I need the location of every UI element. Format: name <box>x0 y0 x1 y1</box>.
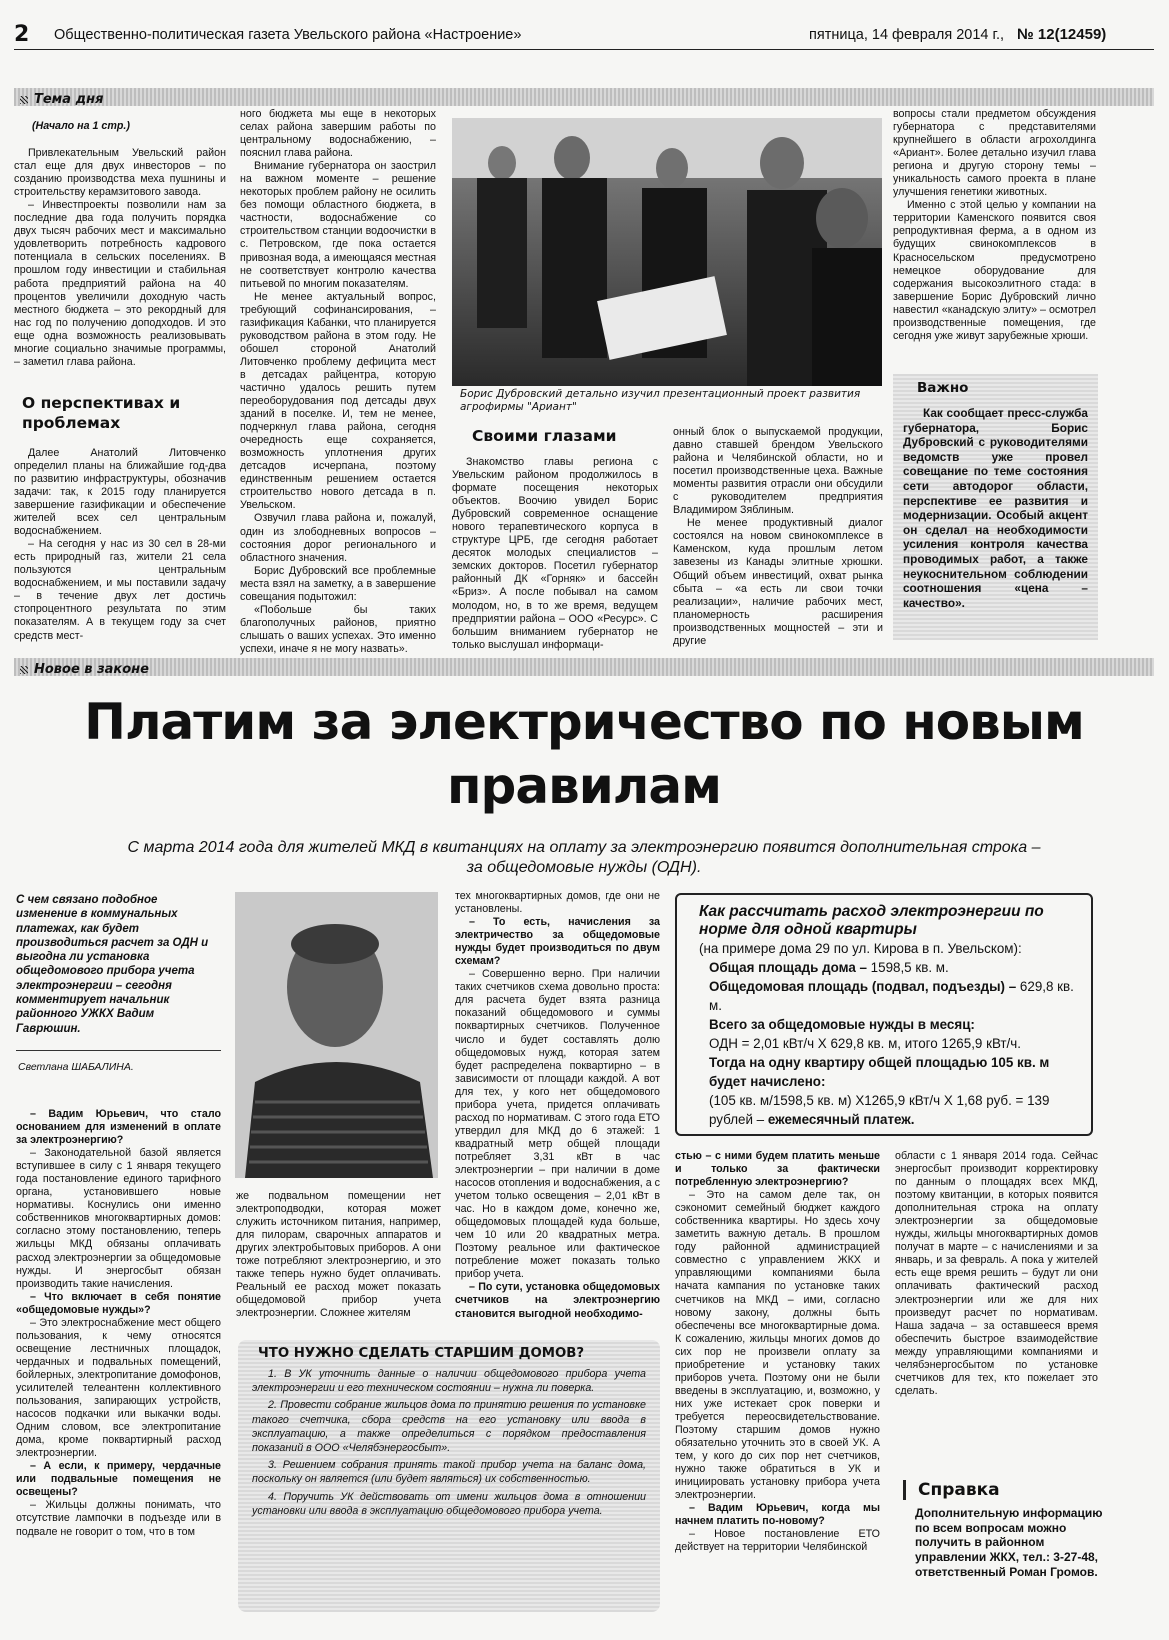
rubric-band-bottom <box>14 658 1154 676</box>
paragraph: Внимание губернатора он заострил на важном моменте – решение некоторых проблем району не осилить без помощи областного бюджета, в частности, водоснабжение со строительством станции водоочистки в с. Петровском, где пока остается привозная вода, а имеющаяся местная не соответствует контролю качества питьевой по многим показателям. <box>240 160 439 290</box>
calc-line-common-area: Общедомовая площадь (подвал, подъезды) – 629,8 кв. м. <box>709 979 1074 1013</box>
question: – А если, к примеру, чердачные или подвальные помещения не освещены? <box>16 1460 224 1499</box>
lead-line-1: С марта 2014 года для жителей МКД в квитанциях на оплату за электроэнергию появится дополнительная строка – <box>127 839 1041 856</box>
answer: – Это электроснабжение мест общего пользования, к чему относятся освещение лестничных площадок, чердачных и подвальных помещений, бойлерных, электропитание домофонов, усилителей телеантенн коллективного пользования, запирающих устройств, насосов подкачки или выкачки воды. Одним словом, все электропитание дома, кроме поквартирный расход электроэнергии. <box>16 1316 224 1460</box>
paragraph: – На сегодня у нас из 30 сел в 28-ми есть природный газ, жители 21 села пользуются центральным водоснабжением, и мы поставили задачу – в течение двух лет достичь стопроцентного результата по этим показателям. А в текущем году за счет средств мест- <box>14 538 229 642</box>
question: – Вадим Юрьевич, когда мы начнем платить по-новому? <box>675 1502 883 1528</box>
todo-box <box>238 1340 660 1612</box>
paragraph: «Побольше бы таких благополучных районов, приятно слышать о ваших успехах. Это именно успехи, иначе я не могу назвать». <box>240 603 439 655</box>
paragraph: вопросы стали предметом обсуждения губернатора с представителями крупнейшего в области агрохолдинга «Ариант». Более детально изучил глава региона и другую сторону темы – уникальность самого проекта в плане улучшения генетики животных. <box>893 108 1099 199</box>
question: – По сути, установка общедомовых счетчиков на электроэнергию становится выгодной необходимо- <box>455 1281 663 1320</box>
headline <box>14 690 1154 818</box>
paragraph: тех многоквартирных домов, где они не установлены. <box>455 890 663 916</box>
headline-line-2: правилам <box>447 757 721 815</box>
calc-line-result: (105 кв. м/1598,5 кв. м) Х1265,9 кВт/ч Х 1,68 руб. = 139 рублей – ежемесячный платеж. <box>709 1093 1050 1127</box>
top-column-1 <box>14 120 229 643</box>
rubric-band-top <box>14 88 1154 106</box>
paragraph: же подвальном помещении нет электроподводки, которая может служить источником питания, например, для пилорам, сварочных аппаратов и других электробытовых приборов. А они тоже потребляют электроэнергию, и это также теперь нужно будет оплачивать. Реальный ее расход может показать общедомовой прибор учета электроэнергии. Сложнее жителям <box>236 1190 444 1320</box>
calc-line-formula: ОДН = 2,01 кВт/ч Х 629,8 кв. м, итого 1265,9 кВт/ч. <box>709 1036 1021 1051</box>
top-column-2 <box>240 108 439 656</box>
paragraph: Знакомство главы региона с Увельским районом продолжилось в формате посещения некоторых объектов. Воочию увидел Борис Дубровский современное оснащение нового терапевтического корпуса в структуре ЦРБ, где сегодня работает десяток молодых специалистов – земских докторов. Посетил губернатор районный ДК «Горняк» и бассейн «Бриз». А после побывал на самом молодом, но, в то же время, ведущем предприятии района – ООО «Ресурс». С большим вниманием губернатор не только выслушал информаци- <box>452 456 661 651</box>
calc-line-total-area: Общая площадь дома – 1598,5 кв. м. <box>709 960 949 975</box>
todo-item: 1. В УК уточнить данные о наличии общедомового прибора учета электроэнергии и его техническом состоянии – нужна ли поверка. <box>252 1368 646 1395</box>
subheading: О перспективах и проблемах <box>22 393 181 432</box>
todo-list <box>252 1367 646 1518</box>
top-column-5 <box>893 108 1099 343</box>
reference-box <box>903 1480 1103 1580</box>
interview-intro: С чем связано подобное изменение в коммунальных платежах, как будет производиться расчет за ОДН и выгодна ли установка общедомового прибора учета электроэнергии – сегодня комментирует начальник районного УЖКХ Вадим Гаврюшин. <box>16 894 209 1035</box>
paragraph: области с 1 января 2014 года. Сейчас энергосбыт производит корректировку по данным о площадях всех МКД, поэтому квитанции, в которых появится дополнительная строка на оплату электроэнергии за общедомовые нужды, жильцы многоквартирных домов получат в марте – с начислениями и за январь, и за февраль. А пока у жителей есть еще время решить – будут ли они оплачивать фактический расход электроэнергии или же для них произведут расчет по нормативам. Наша задача – за оставшееся время обеспечить быстрое взаимодействие между управляющими компаниями и челябэнергосбытом по установке счетчиков для тех, кто пожелает это сделать. <box>895 1150 1101 1397</box>
todo-item: 4. Поручить УК действовать от имени жильцов дома в отношении установки или ввода в эксплуатацию общедомового прибора учета. <box>252 1490 646 1517</box>
important-title: Важно <box>917 380 969 396</box>
important-text: Как сообщает пресс-служба губернатора, Борис Дубровский с руководителями ведомств уже провел совещание по теме состояния сети автодорог области, перспективе ее развития и модернизации. Особый акцент он сделал на необходимости усиления контроля качества проводимых работ, а также неукоснительном соблюдении соотношения «цена – качество». <box>903 406 1088 610</box>
paper-title: Общественно-политическая газета Увельского района «Настроение» <box>54 27 522 43</box>
paragraph: Озвучил глава района и, пожалуй, один из злободневных вопросов – состояния дорог регионального и областного значения. <box>240 512 439 564</box>
question: – Что включает в себя понятие «общедомовые нужды»? <box>16 1290 224 1316</box>
photo-illustration <box>452 118 882 386</box>
answer: – Новое постановление ЕТО действует на территории Челябинской <box>675 1528 883 1554</box>
portrait-photo <box>235 892 438 1178</box>
bottom-column-3 <box>455 890 663 1321</box>
answer: – Это на самом деле так, он сэкономит семейный бюджет каждого собственника квартиры. Но здесь хочу заметить важную деталь. В прошлом году районной администрацией совместно с управлением ЖКХ и управляющими компаниями была начата кампания по установке таких счетчиков на МКД – ими, согласно новому закону, должны быть обеспечены все многоквартирные дома. К сожалению, жильцы многих домов до сих пор не произвели оплату за приобретение и установку таких приборов учета. Поэтому они не были введены в эксплуатацию, и, возможно, у них уже истекает срок поверки и требуется переосвидетельствование. Поэтому старшим домов нужно обязательно уточнить это в своей УК. А тем, у кого до сих пор нет счетчиков, нужно также обратиться в УК и инициировать установку прибора учета электроэнергии. <box>675 1189 883 1502</box>
paragraph: онный блок о выпускаемой продукции, давно ставшей брендом Увельского района и Челябинской области, но и посетил производственные цеха. Важные моменты развития отрасли они обсудили с руководителем предприятия Владимиром Зяблиным. <box>673 426 886 517</box>
todo-title: ЧТО НУЖНО СДЕЛАТЬ СТАРШИМ ДОМОВ? <box>258 1346 585 1361</box>
issue-number: № 12(12459) <box>1017 26 1107 43</box>
issue-date: пятница, 14 февраля 2014 г., <box>809 27 1005 43</box>
paragraph: ного бюджета мы еще в некоторых селах района завершим работы по центральному водоснабжению, – пояснил глава района. <box>240 108 439 160</box>
lead <box>14 838 1154 878</box>
rubric-label: Новое в законе <box>14 662 149 677</box>
bottom-column-2 <box>236 1190 444 1320</box>
answer: – Совершенно верно. При наличии таких счетчиков схема довольно проста: для расчета будет взята разница показаний общедомового и суммы поквартирных счетчиков. Полученное число и будет составлять долю общедомовых нужд, которая затем будет распределена поквартирно – в зависимости от площади каждой. А вот для тех, у кого нет общедомового прибора учета, придется оплачивать расход по нормативам. С этого года ЕТО утвердил для МКД до 6 этажей: 1 квадратный метр общей площади потребляет 3,31 кВт в час электроэнергии – при наличии в доме насосов отопления и водоснабжения, а с учетом только освещения – 2,01 кВт в час. Но в каждом доме, конечно же, общедомовых площадей куда больше, чем 10 или 20 квадратных метра. Поэтому реальное или фактическое потребление может показать только прибор учета. <box>455 968 663 1281</box>
page-number: 2 <box>14 22 30 47</box>
paragraph: Не менее продуктивный диалог состоялся на новом свинокомплексе в Каменском, куда прошлым летом завезены из Канады элитные хрюшки. Общий объем инвестиций, охват рынка сбыта – «а есть ли свои точки реализации», наличие рабочих мест, планомерность расширения производственных мощностей – эти и другие <box>673 517 886 647</box>
headline-line-1: Платим за электричество по новым <box>84 693 1084 751</box>
todo-item: 3. Решением собрания принять такой прибор учета на баланс дома, поскольку он является (или будет являться) их собственностью. <box>252 1459 646 1486</box>
answer: – Жильцы должны понимать, что отсутствие лампочки в подъезде или в подвале не говорит о том, что в том <box>16 1499 224 1538</box>
bottom-column-1 <box>16 1108 224 1539</box>
important-box <box>893 374 1098 640</box>
top-column-4 <box>673 426 886 648</box>
continued-note: (Начало на 1 стр.) <box>32 120 130 132</box>
bottom-column-5 <box>895 1150 1101 1398</box>
calc-line-apartment-label: Тогда на одну квартиру общей площадью 105 кв. м будет начислено: <box>709 1055 1050 1089</box>
rubric-label: Тема дня <box>14 92 103 107</box>
calc-line-monthly-label: Всего за общедомовые нужды в месяц: <box>709 1017 975 1032</box>
question: стью – с ними будем платить меньше и только за фактически потребленную электроэнергию? <box>675 1150 883 1189</box>
intro-rule <box>16 1050 221 1051</box>
bottom-column-4 <box>675 1150 883 1554</box>
paragraph: Далее Анатолий Литовченко определил планы на ближайшие год-два по развитию инфраструктуры, обозначив задачи: так, к 2015 году планируется завершение газификации и обеспечение жителей всех сел центральным водоснабжением. <box>14 446 229 538</box>
page-header <box>14 22 1154 50</box>
paragraph: – Инвестпроекты позволили нам за последние два года получить порядка двух тысяч рабочих мест и максимально удовлетворить потребность кадрового потенциала в сельских поселениях. В прошлом году инвестиции и стабильная работа предприятий района на 40 процентов увеличили доходную часть местного бюджета – это рекордный для нас год по получению доподходов. И это еще одна возможность реализовывать многие социально значимые программы, – заметил глава района. <box>14 199 229 368</box>
top-column-3 <box>452 426 661 652</box>
subheading: Своими глазами <box>472 427 617 445</box>
paragraph: Борис Дубровский все проблемные места взял на заметку, а в завершение совещания подытожил: <box>240 564 439 603</box>
calc-subtitle: (на примере дома 29 по ул. Кирова в п. Увельском): <box>699 941 1022 956</box>
governor-visit-photo <box>452 118 882 386</box>
reference-text: Дополнительную информацию по всем вопросам можно получить в районном управлении ЖКХ, тел.: 3-27-48, ответственный Роман Громов. <box>915 1506 1103 1579</box>
question: – То есть, начисления за электричество за общедомовые нужды будет производиться по двум схемам? <box>455 916 663 968</box>
answer: – Законодательной базой является вступившее в силу с 1 января текущего года постановление единого тарифного органа, установившего новые нормативы. Коснулись они именно собственников многоквартирных домов: согласно этому постановлению, теперь жильцы МКД обязаны оплачивать расход электроэнергии за общедомовые нужды. И энергосбыт обязан производить такие начисления. <box>16 1147 224 1290</box>
calculation-box <box>675 893 1093 1136</box>
portrait-illustration <box>235 892 438 1178</box>
reference-title: Справка <box>903 1480 1103 1500</box>
question: – Вадим Юрьевич, что стало основанием для изменений в оплате за электроэнергию? <box>16 1108 224 1147</box>
paragraph: Именно с этой целью у компании на территории Каменского появится своя репродуктивная ферма, а в одном из будущих свинокомплексов в Красносельском предусмотрено немецкое оборудование для содержания высокоэлитного стада: в завершение Борис Дубровский лично навестил «канадскую элиту» – осмотрел производственные помещения, где сегодня уже живут зарубежные хрюши. <box>893 199 1099 342</box>
photo-caption: Борис Дубровский детально изучил презентационный проект развития агрофирмы "Ариант" <box>460 388 861 413</box>
lead-line-2: за общедомовые нужды (ОДН). <box>466 859 702 876</box>
calc-title: Как рассчитать расход электроэнергии по норме для одной квартиры <box>699 903 1044 938</box>
author: Светлана ШАБАЛИНА. <box>18 1061 134 1073</box>
todo-item: 2. Провести собрание жильцов дома по принятию решения по установке такого счетчика, сбора средств на его установку или ввода в эксплуатацию, а также определиться с порядком предоставления показаний в ООО «Челябэнергосбыт». <box>252 1399 646 1455</box>
paragraph: Не менее актуальный вопрос, требующий софинансирования, – газификация Кабанки, что планируется руководством района в этом году. Не обошел стороной Анатолий Литовченко проблему дефицита мест в детсадах райцентра, которую частично удалось решить путем переоборудования под детсады двух зданий в поселке. И, тем не менее, подчеркнул глава района, сегодня очередность еще сохраняется, возможность уплотнения других детсадов исчерпана, поэтому единственным решением остается строительство нового детсада в п. Увельском. <box>240 290 439 512</box>
paragraph: Привлекательным Увельский район стал еще для двух инвесторов – по созданию производства меха пушнины и строительству керамзитового завода. <box>14 147 229 199</box>
